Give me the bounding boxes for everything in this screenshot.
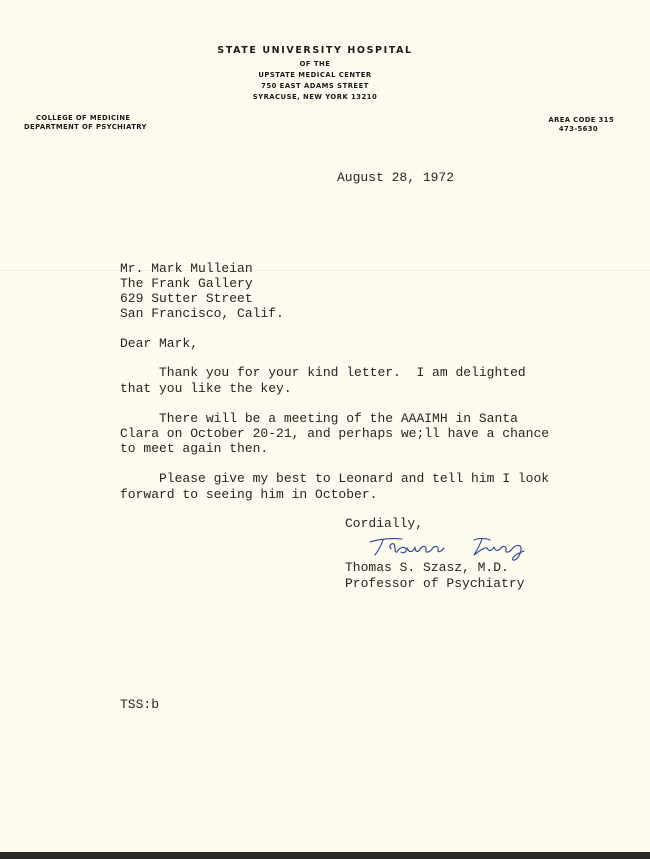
letterhead-phone: 473-5630	[558, 125, 598, 133]
paragraph-line: Clara on October 20-21, and perhaps we;ll have a chance	[120, 426, 550, 441]
signer-title: Professor of Psychiatry	[345, 576, 525, 591]
salutation: Dear Mark,	[120, 336, 199, 351]
recipient-city: San Francisco, Calif.	[120, 306, 284, 321]
paragraph-line: forward to seeing him in October.	[120, 487, 378, 502]
paragraph-line: to meet again then.	[120, 441, 269, 456]
closing: Cordially,	[345, 516, 424, 531]
recipient-name: Mr. Mark Mulleian	[120, 261, 253, 276]
letter-date: August 28, 1972	[337, 170, 455, 185]
paragraph-line: There will be a meeting of the AAAIMH in Santa	[120, 411, 518, 426]
letterhead-college: COLLEGE OF MEDICINE	[36, 114, 131, 122]
recipient-street: 629 Sutter Street	[120, 291, 253, 306]
letterhead-center: UPSTATE MEDICAL CENTER	[258, 71, 372, 79]
paragraph-line: that you like the key.	[120, 381, 292, 396]
letterhead-department: DEPARTMENT OF PSYCHIATRY	[24, 123, 147, 131]
letterhead-of-the: OF THE	[299, 60, 331, 68]
recipient-company: The Frank Gallery	[120, 276, 253, 291]
fold-line	[0, 270, 650, 271]
signer-name: Thomas S. Szasz, M.D.	[345, 560, 509, 575]
handwritten-signature	[366, 530, 538, 564]
letterhead-institution: STATE UNIVERSITY HOSPITAL	[217, 45, 413, 56]
page-bottom-edge	[0, 852, 650, 859]
letterhead-city: SYRACUSE, NEW YORK 13210	[252, 93, 378, 101]
paragraph-line: Please give my best to Leonard and tell him I look	[120, 471, 550, 486]
typist-initials: TSS:b	[120, 697, 160, 712]
paragraph-line: Thank you for your kind letter. I am delighted	[120, 365, 526, 380]
letterhead-street: 750 EAST ADAMS STREET	[261, 82, 369, 90]
letterhead-area-code: AREA CODE 315	[548, 116, 614, 124]
